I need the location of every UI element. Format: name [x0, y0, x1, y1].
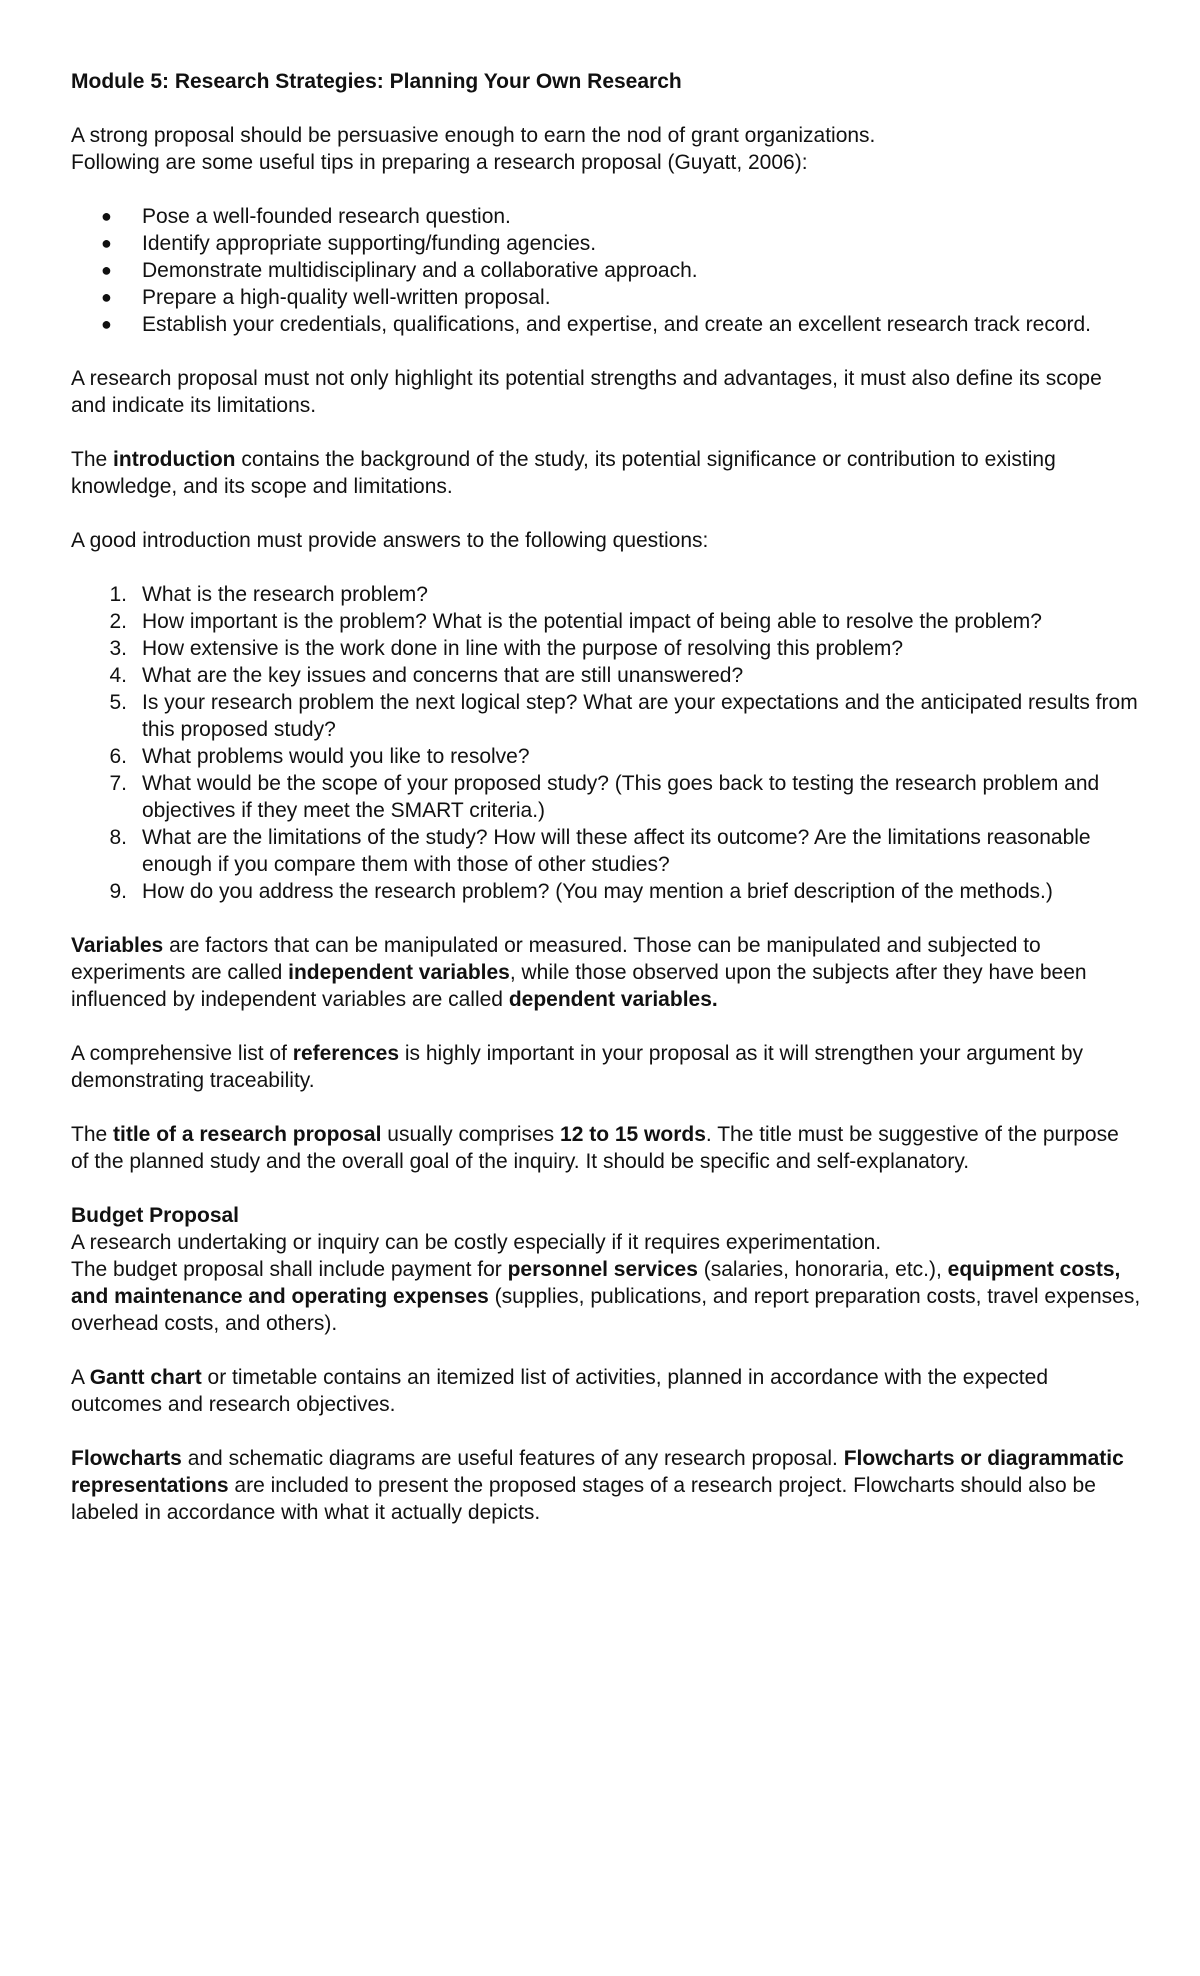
bullet-icon: ● [101, 314, 112, 334]
bullet-icon: ● [101, 206, 112, 226]
intro-paragraph [71, 122, 1141, 176]
questions-lead: A good introduction must provide answers to the following questions: [71, 529, 709, 552]
bullet-icon: ● [101, 233, 112, 253]
bullet-icon: ● [101, 287, 112, 307]
tips-list [71, 203, 1141, 338]
list-item: 3. How extensive is the work done in line with the purpose of resolving this problem? [109, 637, 904, 660]
introduction-term: introduction [113, 448, 236, 471]
list-item: 7. What would be the scope of your proposed study? (This goes back to testing the research problem and objectives if they meet the SMART criteria.) [109, 772, 1100, 822]
bullet-icon: ● [101, 260, 112, 280]
list-item: 9. How do you address the research problem? (You may mention a brief description of the methods.) [109, 880, 1053, 903]
introduction-paragraph: The introduction contains the background of the study, its potential significance or contribution to existing knowledge, and its scope and limitations. [71, 448, 1056, 498]
list-item: 8. What are the limitations of the study? How will these affect its outcome? Are the limitations reasonable enough if you compare them with those of other studies? [109, 826, 1091, 876]
flowcharts-paragraph: Flowcharts and schematic diagrams are useful features of any research proposal. Flowcharts or diagrammatic representations are included to present the proposed stages of a research project. Flowcharts should also be labeled in accordance with what it actually depicts. [71, 1447, 1124, 1524]
list-item: ● Demonstrate multidisciplinary and a collaborative approach. [101, 259, 698, 282]
list-item: 1. What is the research problem? [109, 583, 428, 606]
document-page [71, 68, 1141, 1553]
list-item: ● Pose a well-founded research question. [101, 205, 511, 228]
gantt-paragraph: A Gantt chart or timetable contains an itemized list of activities, planned in accordance with the expected outcomes and research objectives. [71, 1366, 1048, 1416]
list-item: 5. Is your research problem the next logical step? What are your expectations and the anticipated results from this proposed study? [109, 691, 1138, 741]
budget-line-1: A research undertaking or inquiry can be costly especially if it requires experimentation. [71, 1231, 882, 1254]
intro-line-1: A strong proposal should be persuasive enough to earn the nod of grant organizations. [71, 124, 876, 147]
budget-section [71, 1202, 1141, 1337]
page-title: Module 5: Research Strategies: Planning Your Own Research [71, 70, 682, 93]
list-item: ● Identify appropriate supporting/funding agencies. [101, 232, 597, 255]
title-paragraph: The title of a research proposal usually comprises 12 to 15 words. The title must be suggestive of the purpose of the planned study and the overall goal of the inquiry. It should be specific and self-explanatory. [71, 1123, 1119, 1173]
budget-heading: Budget Proposal [71, 1204, 240, 1227]
list-item: ● Prepare a high-quality well-written proposal. [101, 286, 551, 309]
intro-line-2: Following are some useful tips in preparing a research proposal (Guyatt, 2006): [71, 151, 808, 174]
list-item: 6. What problems would you like to resolve? [109, 745, 530, 768]
scope-paragraph: A research proposal must not only highlight its potential strengths and advantages, it must also define its scope and indicate its limitations. [71, 367, 1102, 417]
references-paragraph: A comprehensive list of references is highly important in your proposal as it will strengthen your argument by demonstrating traceability. [71, 1042, 1084, 1092]
list-item: ● Establish your credentials, qualifications, and expertise, and create an excellent research track record. [101, 313, 1091, 336]
list-item: 2. How important is the problem? What is the potential impact of being able to resolve the problem? [109, 610, 1042, 633]
budget-line-2: The budget proposal shall include payment for personnel services (salaries, honoraria, etc.), equipment costs, and maintenance and operating expenses (supplies, publications, and report preparation costs, travel expenses, overhead costs, and others). [71, 1258, 1141, 1335]
questions-list [71, 581, 1141, 905]
list-item: 4. What are the key issues and concerns that are still unanswered? [109, 664, 744, 687]
variables-paragraph: Variables are factors that can be manipulated or measured. Those can be manipulated and subjected to experiments are called independent variables, while those observed upon the subjects after they have been influenced by independent variables are called dependent variables. [71, 934, 1087, 1011]
